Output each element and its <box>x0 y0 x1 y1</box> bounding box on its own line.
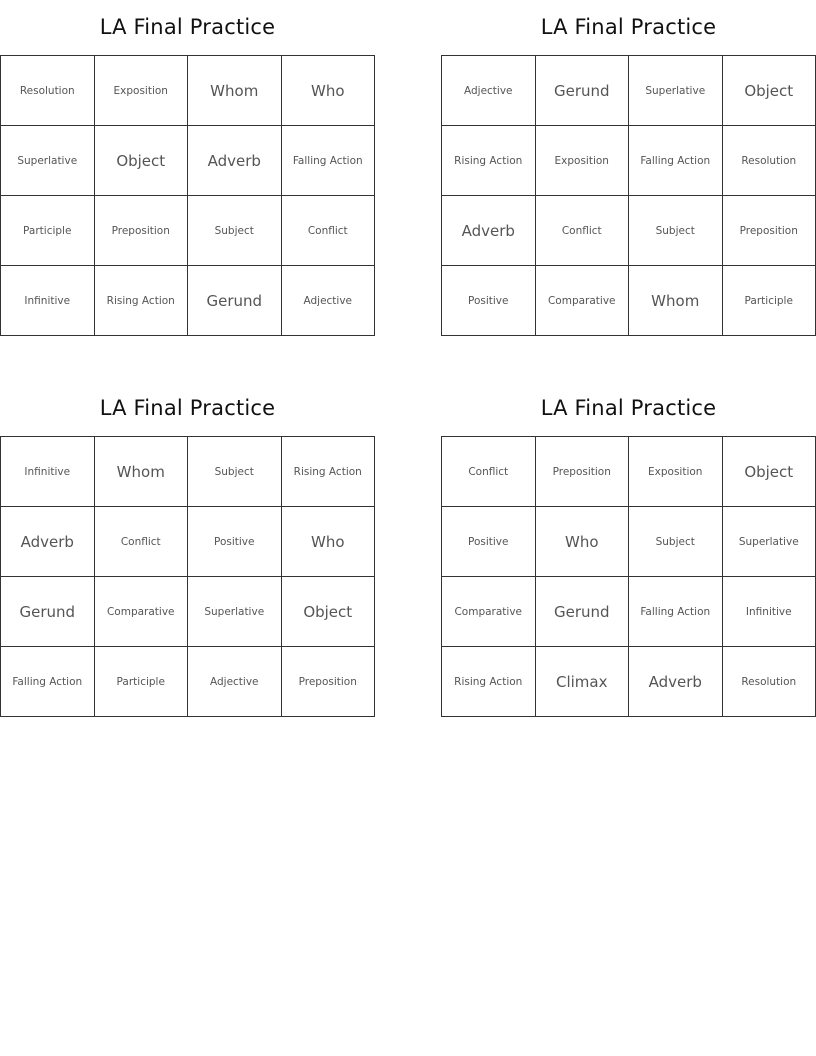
bingo-cell: Rising Action <box>442 126 536 196</box>
bingo-cell: Whom <box>95 437 189 507</box>
bingo-cell: Superlative <box>188 577 282 647</box>
bingo-cell: Comparative <box>442 577 536 647</box>
bingo-grid <box>0 55 375 336</box>
bingo-cell: Comparative <box>95 577 189 647</box>
bingo-cell: Participle <box>723 266 816 336</box>
card-title: LA Final Practice <box>99 15 276 39</box>
bingo-cell: Rising Action <box>442 647 536 717</box>
bingo-cell: Exposition <box>629 437 723 507</box>
bingo-cell: Subject <box>188 437 282 507</box>
bingo-cell: Conflict <box>95 507 189 577</box>
bingo-cell: Falling Action <box>629 126 723 196</box>
bingo-cell: Resolution <box>1 56 95 126</box>
card-title: LA Final Practice <box>540 396 717 420</box>
bingo-cell: Adverb <box>629 647 723 717</box>
bingo-cell: Object <box>95 126 189 196</box>
bingo-cell: Preposition <box>536 437 630 507</box>
bingo-cell: Adverb <box>1 507 95 577</box>
bingo-cell: Climax <box>536 647 630 717</box>
bingo-cell: Adjective <box>282 266 376 336</box>
bingo-cell: Resolution <box>723 647 816 717</box>
bingo-cell: Who <box>536 507 630 577</box>
bingo-grid <box>0 436 375 717</box>
bingo-cell: Positive <box>442 507 536 577</box>
bingo-cell: Infinitive <box>1 266 95 336</box>
bingo-cell: Whom <box>629 266 723 336</box>
bingo-cell: Preposition <box>723 196 816 266</box>
bingo-cell: Adjective <box>188 647 282 717</box>
bingo-cell: Subject <box>629 507 723 577</box>
bingo-cell: Conflict <box>442 437 536 507</box>
bingo-cell: Falling Action <box>1 647 95 717</box>
bingo-cell: Subject <box>188 196 282 266</box>
bingo-cell: Object <box>723 437 816 507</box>
bingo-cell: Subject <box>629 196 723 266</box>
bingo-cell: Gerund <box>536 56 630 126</box>
bingo-cell: Adverb <box>442 196 536 266</box>
bingo-cell: Who <box>282 56 376 126</box>
bingo-cell: Infinitive <box>723 577 816 647</box>
bingo-cell: Resolution <box>723 126 816 196</box>
bingo-cell: Positive <box>442 266 536 336</box>
bingo-cell: Participle <box>1 196 95 266</box>
bingo-grid <box>441 55 816 336</box>
bingo-grid <box>441 436 816 717</box>
bingo-cell: Preposition <box>95 196 189 266</box>
bingo-cell: Who <box>282 507 376 577</box>
bingo-cell: Participle <box>95 647 189 717</box>
bingo-cell: Comparative <box>536 266 630 336</box>
bingo-cell: Gerund <box>188 266 282 336</box>
card-title: LA Final Practice <box>99 396 276 420</box>
bingo-cell: Exposition <box>95 56 189 126</box>
bingo-cell: Object <box>723 56 816 126</box>
bingo-cell: Positive <box>188 507 282 577</box>
bingo-cell: Preposition <box>282 647 376 717</box>
bingo-cell: Adverb <box>188 126 282 196</box>
bingo-cell: Gerund <box>536 577 630 647</box>
bingo-card-1 <box>0 0 375 336</box>
bingo-cell: Rising Action <box>282 437 376 507</box>
bingo-cell: Infinitive <box>1 437 95 507</box>
bingo-cell: Falling Action <box>282 126 376 196</box>
bingo-cell: Rising Action <box>95 266 189 336</box>
bingo-cell: Conflict <box>536 196 630 266</box>
bingo-cell: Adjective <box>442 56 536 126</box>
bingo-cell: Whom <box>188 56 282 126</box>
bingo-cell: Exposition <box>536 126 630 196</box>
bingo-card-3 <box>0 381 375 717</box>
bingo-cell: Falling Action <box>629 577 723 647</box>
bingo-cell: Superlative <box>629 56 723 126</box>
bingo-card-2 <box>441 0 816 336</box>
bingo-cell: Object <box>282 577 376 647</box>
bingo-cell: Gerund <box>1 577 95 647</box>
bingo-cell: Superlative <box>1 126 95 196</box>
bingo-card-4 <box>441 381 816 717</box>
bingo-cell: Conflict <box>282 196 376 266</box>
bingo-cell: Superlative <box>723 507 816 577</box>
card-title: LA Final Practice <box>540 15 717 39</box>
